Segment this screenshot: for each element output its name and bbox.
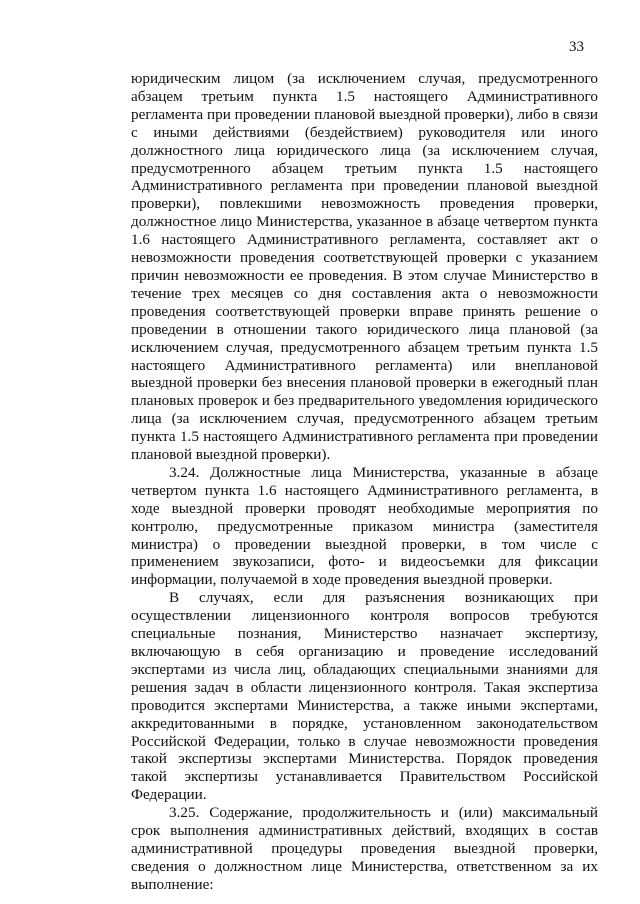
paragraph-continuation: юридическим лицом (за исключением случая, предусмотренного абзацем третьим пункта 1.5 настоящего Административного регламента при проведении плановой выездной проверки), либо в связи с иными действиями (бездействием) руководителя или иного должностного лица юридического лица (за исключением случая, предусмотренного абзацем третьим пункта 1.5 настоящего Административного регламента при проведении плановой выездной проверки), повлекшими невозможность проведения проверки, должностное лицо Министерства, указанное в абзаце четвертом пункта 1.6 настоящего Административного регламента, составляет акт о невозможности проведения соответствующей проверки с указанием причин невозможности ее проведения. В этом случае Министерство в течение трех месяцев со дня составления акта о невозможности проведения соответствующей проверки вправе принять решение о проведении в отношении такого юридического лица плановой (за исключением случая, предусмотренного абзацем третьим пункта 1.5 настоящего Административного регламента) или внеплановой выездной проверки без внесения плановой проверки в ежегодный план плановых проверок и без предварительного уведомления юридического лица (за исключением случая, предусмотренного абзацем третьим пункта 1.5 настоящего Административного регламента при проведении плановой выездной проверки). (131, 70, 598, 464)
document-body (131, 70, 598, 894)
paragraph-3-24: 3.24. Должностные лица Министерства, указанные в абзаце четвертом пункта 1.6 настоящего Административного регламента, в ходе выездной проверки проводят необходимые мероприятия по контролю, предусмотренные приказом министра (заместителя министра) о проведении выездной проверки, в том числе с применением звукозаписи, фото- и видеосъемки для фиксации информации, получаемой в ходе проведения выездной проверки. (131, 463, 598, 589)
paragraph-expertise: В случаях, если для разъяснения возникающих при осуществлении лицензионного контроля вопросов требуются специальные познания, Министерство назначает экспертизу, включающую в себя организацию и проведение исследований экспертами из числа лиц, обладающих специальными знаниями для решения задач в области лицензионного контроля. Такая экспертиза проводится экспертами Министерства, а также иными экспертами, аккредитованными в порядке, установленном законодательством Российской Федерации, только в случае невозможности проведения такой экспертизы экспертами Министерства. Порядок проведения такой экспертизы устанавливается Правительством Российской Федерации. (131, 589, 598, 804)
page-number: 33 (569, 39, 584, 55)
paragraph-3-25: 3.25. Содержание, продолжительность и (или) максимальный срок выполнения административных действий, входящих в состав административной процедуры проведения выездной проверки, сведения о должностном лице Министерства, ответственном за их выполнение: (131, 804, 598, 893)
